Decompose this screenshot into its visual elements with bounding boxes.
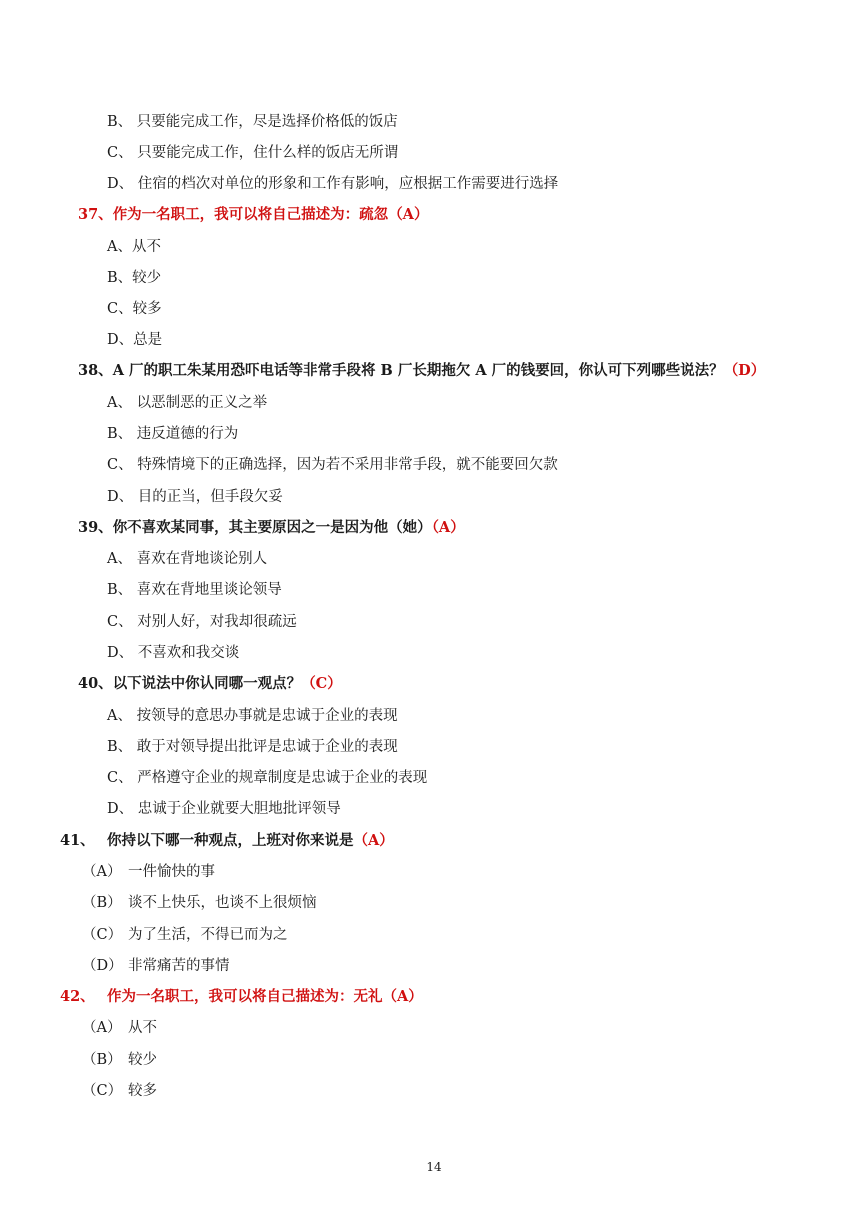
option-a: （A） 一件愉快的事 (82, 864, 215, 880)
question-40: 40、以下说法中你认同哪一观点？（C） (78, 675, 342, 692)
option-b: B、较少 (107, 270, 162, 286)
option-c: C、 特殊情境下的正确选择，因为若不采用非常手段，就不能要回欠款 (107, 457, 558, 473)
option-c: C、较多 (107, 301, 162, 317)
option-a: A、 喜欢在背地谈论别人 (107, 551, 268, 567)
option-a: A、 以恶制恶的正义之举 (107, 395, 268, 411)
option-b: B、 只要能完成工作，尽是选择价格低的饭店 (107, 114, 398, 130)
option-a: （A） 从不 (82, 1020, 157, 1036)
option-b: B、 违反道德的行为 (107, 426, 239, 442)
page-number: 14 (426, 1160, 442, 1174)
option-d: D、 目的正当，但手段欠妥 (107, 489, 283, 505)
option-d: D、总是 (107, 332, 163, 348)
question-42: 42、 作为一名职工，我可以将自己描述为：无礼（A） (60, 988, 423, 1005)
option-a: A、从不 (107, 239, 161, 255)
option-b: B、 喜欢在背地里谈论领导 (107, 582, 282, 598)
option-a: A、 按领导的意思办事就是忠诚于企业的表现 (107, 708, 398, 724)
option-d: D、 忠诚于企业就要大胆地批评领导 (107, 801, 341, 817)
question-38: 38、A 厂的职工朱某用恐吓电话等非常手段将 B 厂长期拖欠 A 厂的钱要回，你认可下列哪些说法？（D） (78, 362, 766, 379)
option-b: （B） 较少 (82, 1052, 157, 1068)
option-c: C、 严格遵守企业的规章制度是忠诚于企业的表现 (107, 770, 428, 786)
option-c: C、 只要能完成工作，住什么样的饭店无所谓 (107, 145, 399, 161)
option-b: （B） 谈不上快乐，也谈不上很烦恼 (82, 895, 317, 911)
option-c: C、 对别人好，对我却很疏远 (107, 614, 297, 630)
option-c: （C） 较多 (82, 1083, 157, 1099)
option-d: D、 不喜欢和我交谈 (107, 645, 240, 661)
option-d: D、 住宿的档次对单位的形象和工作有影响，应根据工作需要进行选择 (107, 176, 559, 192)
question-39: 39、你不喜欢某同事，其主要原因之一是因为他（她）（A） (78, 519, 465, 536)
option-d: （D） 非常痛苦的事情 (82, 958, 230, 974)
option-b: B、 敢于对领导提出批评是忠诚于企业的表现 (107, 739, 398, 755)
question-37: 37、作为一名职工，我可以将自己描述为：疏忽（A） (78, 206, 429, 223)
option-c: （C） 为了生活，不得已而为之 (82, 927, 288, 943)
question-41: 41、 你持以下哪一种观点，上班对你来说是（A） (60, 832, 394, 849)
